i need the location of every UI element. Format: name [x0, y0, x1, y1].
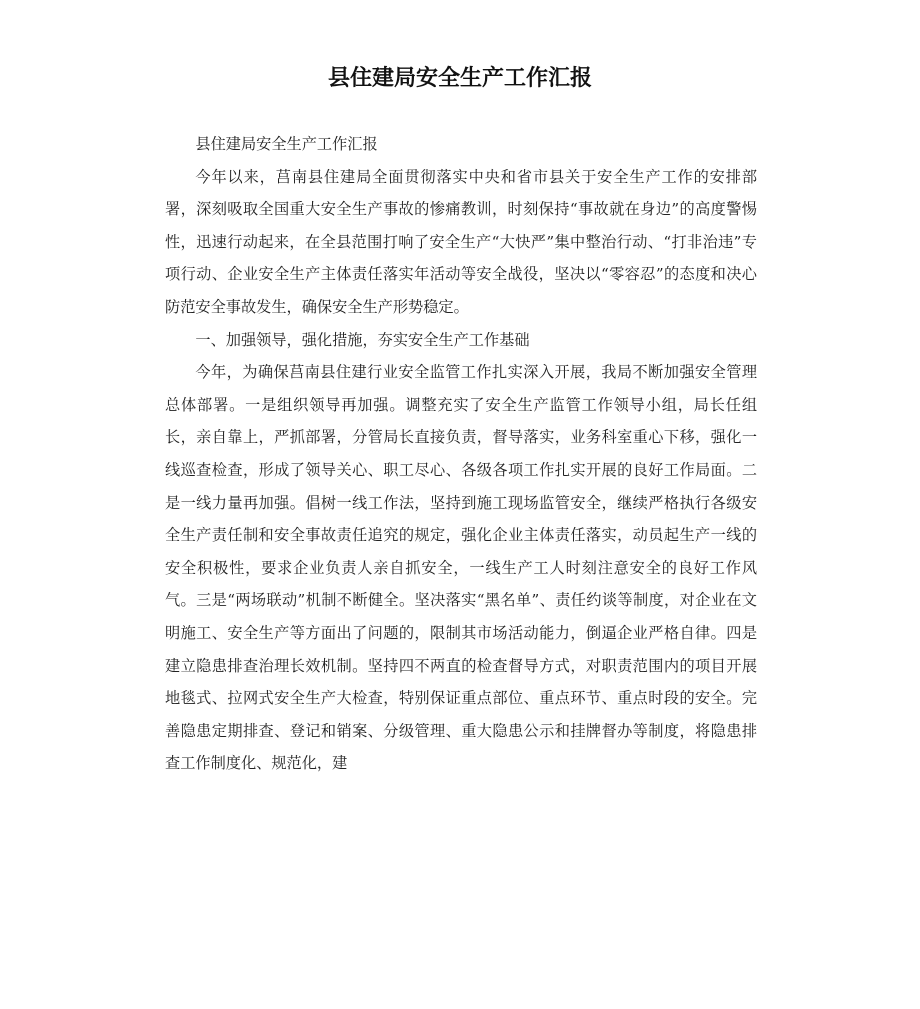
section-heading-1: 一、加强领导，强化措施，夯实安全生产工作基础 [195, 330, 530, 349]
body-paragraph-intro: 今年以来，莒南县住建局全面贯彻落实中央和省市县关于安全生产工作的安排部署，深刻吸取全国重大安全生产事故的惨痛教训，时刻保持“事故就在身边”的高度警惕性，迅速行动起来，在全县范围打响了安全生产“大快严”集中整治行动、“打非治违”专项行动、企业安全生产主体责任落实年活动等安全战役，坚决以“零容忍”的态度和决心防范安全事故发生，确保安全生产形势稳定。 [165, 167, 757, 316]
body-paragraph-subtitle: 县住建局安全生产工作汇报 [195, 135, 378, 153]
document-body [165, 128, 757, 780]
document-title: 县住建局安全生产工作汇报 [327, 66, 592, 91]
body-paragraph-section-1: 今年，为确保莒南县住建行业安全监管工作扎实深入开展，我局不断加强安全管理总体部署。一是组织领导再加强。调整充实了安全生产监管工作领导小组，局长任组长，亲自靠上，严抓部署，分管局长直接负责，督导落实，业务科室重心下移，强化一线巡查检查，形成了领导关心、职工尽心、各级各项工作扎实开展的良好工作局面。二是一线力量再加强。倡树一线工作法，坚持到施工现场监管安全，继续严格执行各级安全生产责任制和安全事故责任追究的规定，强化企业主体责任落实，动员起生产一线的安全积极性，要求企业负责人亲自抓安全，一线生产工人时刻注意安全的良好工作风气。三是“两场联动”机制不断健全。坚决落实“黑名单”、责任约谈等制度，对企业在文明施工、安全生产等方面出了问题的，限制其市场活动能力，倒逼企业严格自律。四是建立隐患排查治理长效机制。坚持四不两直的检查督导方式，对职责范围内的项目开展地毯式、拉网式安全生产大检查，特别保证重点部位、重点环节、重点时段的安全。完善隐患定期排查、登记和销案、分级管理、重大隐患公示和挂牌督办等制度，将隐患排查工作制度化、规范化，建 [165, 363, 757, 773]
